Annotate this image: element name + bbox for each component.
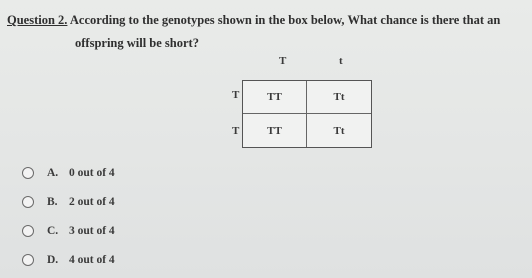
radio-button[interactable] [22, 254, 34, 266]
radio-button[interactable] [22, 167, 34, 179]
radio-button[interactable] [22, 225, 34, 237]
option-letter: B. [47, 195, 58, 208]
option-letter: A. [47, 166, 59, 179]
option-letter: C. [47, 224, 59, 237]
option-text: 0 out of 4 [69, 166, 115, 179]
punnett-side-header-1: T [232, 89, 240, 101]
punnett-square [227, 55, 377, 150]
punnett-top-header-1: T [279, 55, 287, 67]
punnett-cell: Tt [333, 124, 345, 137]
question-text-line-2: offspring will be short? [75, 36, 199, 50]
punnett-cell: TT [243, 81, 307, 114]
punnett-top-header-2: t [339, 55, 343, 67]
option-text: 4 out of 4 [69, 253, 115, 266]
option-text: 3 out of 4 [69, 224, 115, 237]
question-text-line-1: According to the genotypes shown in the box below, What chance is there that an [67, 13, 501, 27]
radio-button[interactable] [22, 196, 34, 208]
option-b[interactable] [22, 187, 222, 216]
punnett-cell: TT [243, 114, 307, 147]
punnett-side-header-2: T [232, 125, 240, 137]
punnett-cell: Tt [307, 81, 371, 114]
option-a[interactable] [22, 158, 222, 187]
answer-options [22, 158, 222, 274]
option-c[interactable] [22, 216, 222, 245]
option-letter: D. [47, 253, 59, 266]
question-number: Question 2. [7, 13, 68, 27]
question-prompt [7, 12, 527, 50]
question-line-1 [7, 12, 527, 28]
option-text: 2 out of 4 [69, 195, 115, 208]
option-d[interactable] [22, 245, 222, 274]
punnett-grid [242, 80, 372, 148]
